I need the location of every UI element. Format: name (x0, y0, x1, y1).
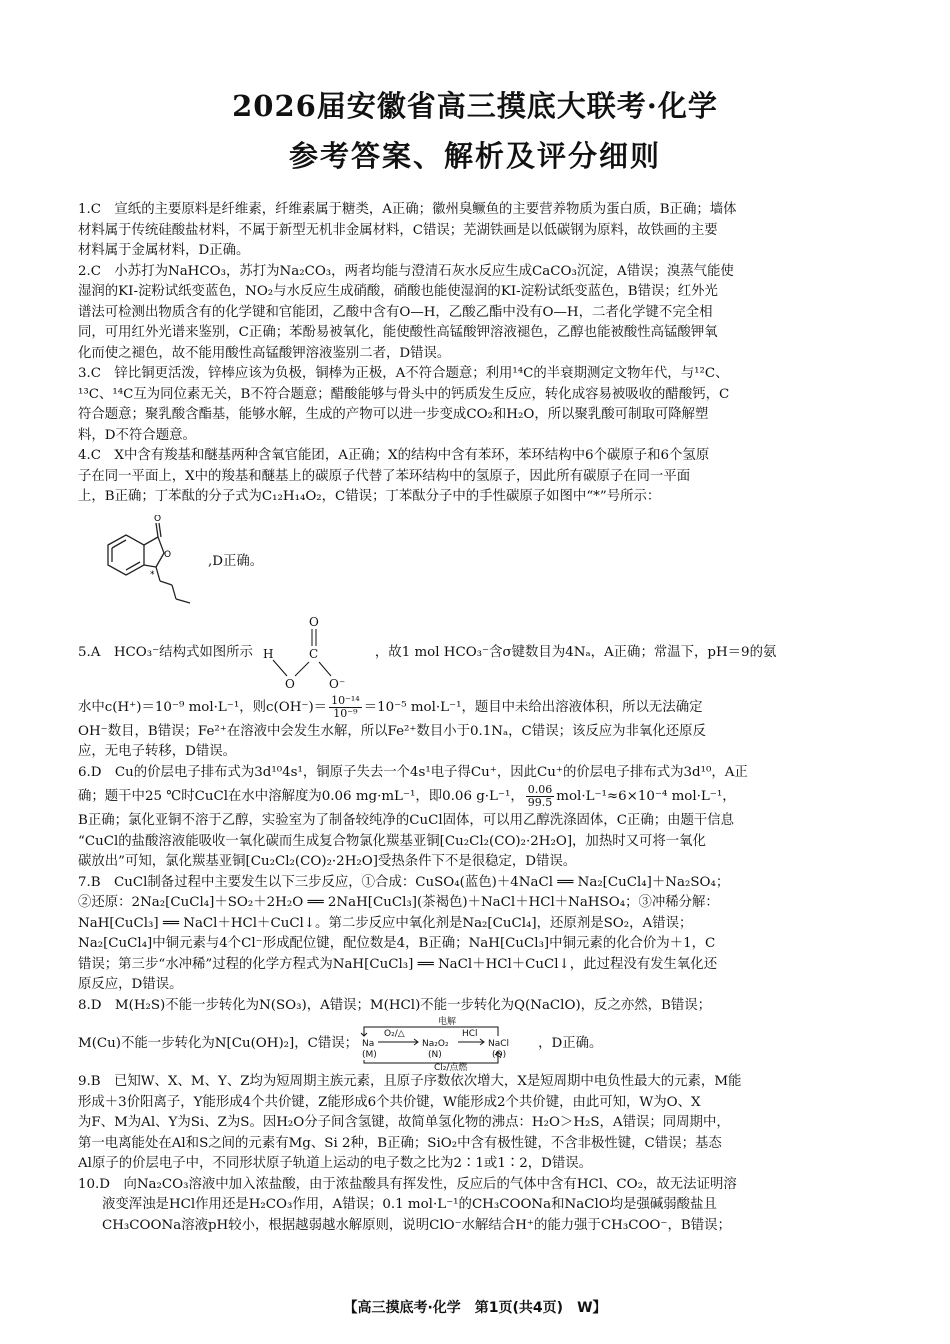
answer-9 (78, 1072, 872, 1175)
page-footer: 【高三摸底考·化学 第1页(共4页) W】 (343, 1300, 607, 1316)
answer-text: 为F、M为Al、Y为Si、Z为S。因H₂O分子间含氢键，故简单氢化物的沸点：H₂O＞H₂S，A错误；同周期中， (78, 1115, 730, 1130)
answer-text: NaH[CuCl₃] ══ NaCl＋HCl＋CuCl↓。第二步反应中氧化剂是Na₂[CuCl₄]，还原剂是SO₂，A错误； (78, 915, 693, 931)
answer-4 (78, 446, 872, 612)
answer-text: mol·L⁻¹≈6×10⁻⁴ mol·L⁻¹， (556, 789, 736, 804)
svg-text:*: * (150, 569, 155, 580)
answer-text: CuCl制备过程中主要发生以下三步反应，①合成：CuSO₄(蓝色)＋4NaCl ══ Na₂[CuCl₄]＋Na₂SO₄； (114, 874, 730, 890)
answer-10 (78, 1175, 872, 1237)
answer-8 (78, 996, 872, 1073)
scheme-label: (Q) (492, 1050, 507, 1060)
answer-text: Cu的价层电子排布式为3d¹⁰4s¹，铜原子失去一个4s¹电子得Cu⁺，因此Cu⁺的价层电子排布式为3d¹⁰，A正 (114, 764, 748, 780)
answer-text: 湿润的KI-淀粉试纸变蓝色，NO₂与水反应生成硝酸，硝酸也能使湿润的KI-淀粉试纸变蓝色，B错误；红外光 (78, 284, 718, 299)
scheme-label: Na (362, 1039, 375, 1049)
answer-5 (78, 614, 872, 763)
bicarbonate-structure (259, 614, 369, 694)
answer-text: M(H₂S)不能一步转化为N(SO₃)，A错误；M(HCl)不能一步转化为Q(NaClO)，反之亦然，B错误； (114, 997, 712, 1013)
answer-number: 2.C (78, 263, 102, 279)
answer-text: ¹³C、¹⁴C互为同位素无关，B不符合题意；醋酸能够与骨头中的钙质发生反应，转化成容易被吸收的醋酸钙，C (78, 386, 730, 402)
scheme-label: (M) (362, 1050, 377, 1060)
page-title: 2026届安徽省高三摸底大联考·化学 (232, 89, 718, 123)
answer-text: 水中c(H⁺)＝10⁻⁹ mol·L⁻¹，则c(OH⁻)＝ (78, 699, 328, 715)
answer-text: 小苏打为NaHCO₃，苏打为Na₂CO₃，两者均能与澄清石灰水反应生成CaCO₃沉淀，A错误；溴蒸气能使 (114, 263, 734, 279)
answer-text: 向Na₂CO₃溶液中加入浓盐酸，由于浓盐酸具有挥发性，反应后的气体中含有HCl、CO₂，故无法证明溶 (123, 1176, 737, 1192)
answer-text: Al原子的价层电子中，不同形状原子轨道上运动的电子数之比为2∶1或1∶2，D错误。 (78, 1156, 593, 1171)
answer-text: 确；题干中25 ℃时CuCl在水中溶解度为0.06 mg·mL⁻¹，即0.06 g·L⁻¹， (78, 789, 524, 804)
butylphthalide-structure (98, 514, 872, 612)
scheme-label: Cl₂/点燃 (434, 1063, 468, 1072)
answer-3 (78, 364, 872, 446)
scheme-label: NaCl (488, 1039, 510, 1049)
fraction (526, 784, 555, 809)
answer-text: 碳放出”可知，氯化羰基亚铜[Cu₂Cl₂(CO)₂·2H₂O]受热条件下不是很稳定，D错误。 (78, 854, 577, 869)
answer-6 (78, 763, 872, 873)
answer-number: 8.D (78, 997, 102, 1013)
answer-text: ，D正确。 (538, 1035, 603, 1051)
answer-text: HCO₃⁻结构式如图所示 (113, 645, 253, 661)
answer-text: CH₃COONa溶液pH较小，根据越弱越水解原则，说明ClO⁻水解结合H⁺的能力强于CH₃COO⁻，B错误； (102, 1217, 731, 1233)
svg-text:O: O (154, 514, 162, 524)
answer-text: ，故1 mol HCO₃⁻含σ键数目为4Nₐ，A正确；常温下，pH＝9的氨 (374, 645, 777, 661)
answer-number: 4.C (78, 448, 102, 463)
answer-text: ②还原：2Na₂[CuCl₄]＋SO₂＋2H₂O ══ 2NaH[CuCl₃](茶褐色)＋NaCl＋HCl＋NaHSO₄；③冲稀分解： (78, 895, 719, 910)
fraction-denominator: 99.5 (527, 796, 553, 809)
sodium-conversion-scheme (358, 1016, 538, 1072)
answer-text: 液变浑浊是HCl作用还是H₂CO₃作用，A错误；0.1 mol·L⁻¹的CH₃COONa和NaClO均是强碱弱酸盐且 (102, 1197, 717, 1212)
fraction-denominator: 10⁻⁹ (333, 706, 358, 720)
answer-text: 料，D不符合题意。 (78, 427, 196, 443)
answer-number: 6.D (78, 764, 102, 780)
atom-label: O⁻ (328, 676, 346, 691)
answer-text: 子在同一平面上，X中的羧基和醚基上的碳原子代替了苯环结构中的氢原子，因此所有碳原子在同一平面 (78, 468, 691, 484)
answer-text: OH⁻数目，B错误；Fe²⁺在溶液中会发生水解，所以Fe²⁺数目小于0.1Nₐ，C错误；该反应为非氧化还原反 (78, 723, 706, 739)
answer-text: 原反应，D错误。 (78, 977, 183, 992)
answer-number: 9.B (78, 1074, 101, 1089)
scheme-label: 电解 (438, 1017, 457, 1027)
butylphthalide-structure-icon (98, 515, 208, 611)
atom-label: O (308, 614, 319, 629)
atom-label: C (308, 646, 319, 661)
answer-text: 形成＋3价阳离子，Y能形成4个共价键，Z能形成6个共价键，W能形成2个共价键，由此可知，W为O、X (78, 1094, 701, 1110)
answer-text: 已知W、X、M、Y、Z均为短周期主族元素，且原子序数依次增大，X是短周期中电负性最大的元素，M能 (114, 1074, 742, 1089)
scheme-label: (N) (428, 1050, 442, 1060)
answer-text: X中含有羧基和醚基两种含氧官能团，A正确；X的结构中含有苯环，苯环结构中6个碳原子和6个氢原 (114, 448, 710, 463)
answer-number: 10.D (78, 1176, 111, 1192)
answer-7 (78, 873, 872, 996)
answer-number: 7.B (78, 874, 101, 890)
answer-text: 应，无电子转移，D错误。 (78, 744, 237, 759)
answer-body (78, 200, 872, 1236)
answer-text: 材料属于金属材料，D正确。 (78, 243, 250, 258)
answer-2 (78, 262, 872, 365)
answer-text: Na₂[CuCl₄]中铜元素与4个Cl⁻形成配位键，配位数是4，B正确；NaH[CuCl₃]中铜元素的化合价为＋1，C (78, 936, 716, 951)
page-subtitle: 参考答案、解析及评分细则 (288, 139, 661, 173)
answer-text: M(Cu)不能一步转化为N[Cu(OH)₂]，C错误； (78, 1035, 359, 1051)
answer-text: 上，B正确；丁苯酞的分子式为C₁₂H₁₄O₂，C错误；丁苯酞分子中的手性碳原子如图中“*”号所示： (78, 489, 661, 504)
answer-number: 5.A (78, 645, 101, 661)
answer-text: 锌比铜更活泼，锌棒应该为负极，铜棒为正极，A不符合题意；利用¹⁴C的半衰期测定文物年代，与¹²C、 (114, 366, 729, 381)
answer-text: 谱法可检测出物质含有的化学键和官能团，乙酸中含有O—H，乙酸乙酯中没有O—H，二者化学键不完全相 (78, 304, 713, 320)
answer-text: 材料属于传统硅酸盐材料，不属于新型无机非金属材料，C错误；芜湖铁画是以低碳钢为原料，故铁画的主要 (78, 222, 718, 238)
scheme-label: Na₂O₂ (422, 1039, 449, 1049)
fraction-numerator: 10⁻¹⁴ (331, 693, 360, 707)
scheme-label: HCl (462, 1029, 478, 1039)
svg-text:O: O (164, 549, 172, 560)
answer-text: “CuCl的盐酸溶液能吸收一氧化碳而生成复合物氯化羰基亚铜[Cu₂Cl₂(CO)₂·2H₂O]，加热时又可将一氧化 (78, 833, 706, 849)
answer-text: 化而使之褪色，故不能用酸性高锰酸钾溶液鉴别二者，D错误。 (78, 345, 451, 361)
fraction (329, 695, 362, 720)
atom-label: H (262, 646, 274, 661)
answer-text: 第一电离能处在Al和S之间的元素有Mg、Si 2种，B正确；SiO₂中含有极性键，不含非极性键，C错误；基态 (78, 1135, 722, 1151)
answer-text: B正确；氯化亚铜不溶于乙醇，实验室为了制备较纯净的CuCl固体，可以用乙醇洗涤固体，C正确；由题干信息 (78, 813, 735, 828)
answer-text: ,D正确。 (208, 554, 264, 570)
answer-number: 1.C (78, 202, 102, 217)
answer-text: ＝10⁻⁵ mol·L⁻¹，题目中未给出溶液体积，所以无法确定 (363, 699, 703, 715)
fraction-numerator: 0.06 (527, 783, 553, 796)
atom-label: O (284, 676, 295, 691)
answer-text: 错误；第三步“水冲稀”过程的化学方程式为NaH[CuCl₃] ══ NaCl＋HCl＋CuCl↓，此过程没有发生氧化还 (78, 956, 718, 972)
answer-text: 符合题意；聚乳酸含酯基，能够水解，生成的产物可以进一步变成CO₂和H₂O，所以聚乳酸可制取可降解塑 (78, 407, 709, 422)
answer-1 (78, 200, 872, 262)
answer-number: 3.C (78, 366, 102, 381)
scheme-label: O₂/△ (384, 1029, 405, 1039)
answer-text: 宣纸的主要原料是纤维素，纤维素属于糖类，A正确；徽州臭鳜鱼的主要营养物质为蛋白质，B正确；墙体 (114, 202, 737, 217)
answer-text: 同，可用红外光谱来鉴别，C正确；苯酚易被氧化，能使酸性高锰酸钾溶液褪色，乙醇也能被酸性高锰酸钾氧 (78, 325, 718, 340)
